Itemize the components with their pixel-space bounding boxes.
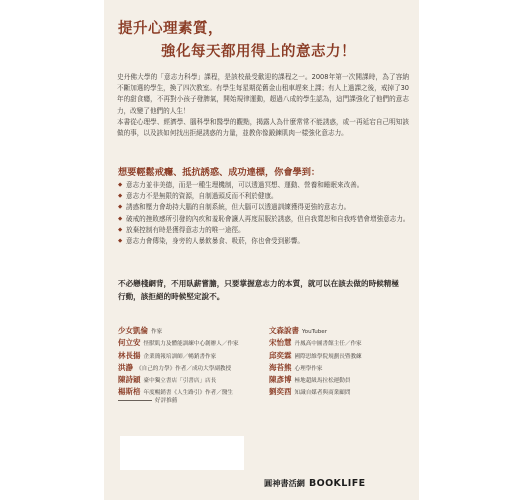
endorser [118, 383, 268, 395]
list-item-text: 破戒的挫敗感所引發的內疚和羞恥會讓人再度屈服於誘惑，但自我寬恕和自我疼惜會增強意志力。 [126, 214, 410, 223]
bullet-icon: ◆ [118, 238, 123, 245]
endorser-name: 邱奕霖 [269, 350, 292, 360]
bullet-icon: ◆ [118, 215, 123, 222]
list-item-text: 意志力並非美德，而是一種生理機制，可以透過冥想、運動、營養和睡眠來改善。 [126, 181, 364, 189]
publisher-name-cn: 圓神書活網 [264, 478, 305, 488]
endorser-title: 《自己的力學》作者／成功大學副教授 [136, 365, 232, 372]
endorser [269, 322, 419, 334]
list-item-text: 誘惑和壓力會劫持大腦的自制系統，但大腦可以透過訓練獲得更強的意志力。 [126, 203, 351, 212]
publisher-logo [264, 478, 365, 489]
endorser-name: 陳彥博 [269, 375, 292, 385]
endorser-name: 陳詩穎 [118, 375, 141, 385]
endorser [118, 322, 268, 334]
divider [118, 400, 152, 401]
endorser-name: 文森說書 [269, 326, 299, 335]
endorser-title: 極地超級馬拉松運動員 [294, 378, 351, 385]
joint-endorsement-label [118, 396, 177, 404]
list-item [118, 202, 410, 213]
learn-section-title: 想要輕鬆戒癮、抵抗誘惑、成功達標，你會學到： [118, 167, 321, 178]
bullet-icon: ◆ [118, 204, 123, 211]
list-item-text: 意志力不是無限的資源，自制過頭反而不利於健康。 [126, 192, 278, 201]
endorser [118, 359, 268, 371]
endorser [118, 347, 268, 359]
bullet-icon: ◆ [118, 182, 123, 188]
headline-line-1: 提升心理素質， [118, 21, 223, 37]
endorser-title: 怪獸肌力及體能訓練中心創辦人／作家 [143, 341, 239, 348]
list-item [118, 236, 410, 247]
endorser-name: 林長揚 [118, 350, 141, 360]
endorser [269, 371, 419, 383]
endorser-name: 劉奕酉 [269, 387, 292, 397]
list-item [118, 180, 410, 191]
endorser-title: 企業簡報培訓師／暢銷書作家 [143, 353, 217, 360]
closing-statement: 不必戀棧網背，不用臥薪嘗膽，只要掌握意志力的本質，就可以在該去做的時候精極行動，該拒絕的時候堅定說不。 [118, 279, 399, 301]
endorser [269, 383, 419, 395]
list-item-text: 放棄控制有時是獲得意志力的唯一途徑。 [126, 225, 245, 234]
endorser-title: 丹鳳高中圖書館主任／作家 [294, 341, 362, 348]
intro-paragraph-1: 史丹佛大學的「意志力科學」課程，是該校最受歡迎的課程之一。2008年第一次開課時，為了容納不斷加選的學生，換了四次教室。有學生每星期從舊金山租車趕來上課；有人上過課之後，戒掉了30年的甜食癮，不再對小孩子發脾氣，開始規律運動，超過八成的學生認為，這門課強化了他們的意志力，改變了他們的人生！ [117, 73, 409, 115]
endorser-title: YouTuber [302, 329, 328, 335]
publisher-name-en: BOOKLIFE [308, 478, 366, 489]
barcode-area [120, 436, 244, 470]
bullet-icon: ◆ [118, 226, 123, 233]
back-cover [104, 0, 419, 500]
endorser-name: 何立安 [118, 338, 141, 348]
list-item-text: 意志力會傳染，身旁的人暴飲暴食、吸菸，你也會受到影響。 [126, 237, 305, 246]
endorser-name: 少女凱倫 [118, 326, 148, 335]
endorser-title: 國際思維學院規劃長暨教練 [294, 353, 362, 360]
endorser-name: 洪瀞 [118, 362, 133, 372]
endorser-name: 海苔熊 [269, 362, 292, 372]
endorser-name: 宋怡慧 [269, 338, 292, 348]
endorser-title: 年度暢銷書《人生路引》作者／醫生 [143, 390, 234, 397]
endorser [118, 334, 268, 346]
learn-list [118, 180, 410, 247]
endorsements-left [118, 322, 268, 396]
endorser-title: 作家 [151, 329, 163, 335]
list-item [118, 214, 410, 225]
list-item [118, 191, 410, 202]
headline-line-2: 強化每天都用得上的意志力！ [161, 44, 356, 60]
endorser-title: 知識自媒者與商業顧問 [294, 390, 351, 397]
endorsements-right [269, 322, 419, 396]
endorser [269, 359, 419, 371]
endorser [269, 334, 419, 346]
endorser-name: 楊斯棓 [118, 387, 141, 397]
endorser-title: 臺中獨立書店「引書店」店長 [143, 378, 217, 385]
endorser [118, 371, 268, 383]
bullet-icon: ◆ [118, 193, 123, 200]
endorser [269, 347, 419, 359]
endorser-title: 心理學作家 [294, 365, 323, 372]
joint-endorsement-text: 好評推薦 [155, 398, 178, 404]
list-item [118, 225, 410, 236]
intro-paragraph-2: 本書從心理學、經濟學、腦科學和醫學的觀點，揭露人為什麼常常不能誘惑，或一再延宕自己明知該做的事，以及該如何找出拒絕誘惑的力量，並教你像鍛鍊肌肉一樣強化意志力。 [117, 118, 409, 138]
